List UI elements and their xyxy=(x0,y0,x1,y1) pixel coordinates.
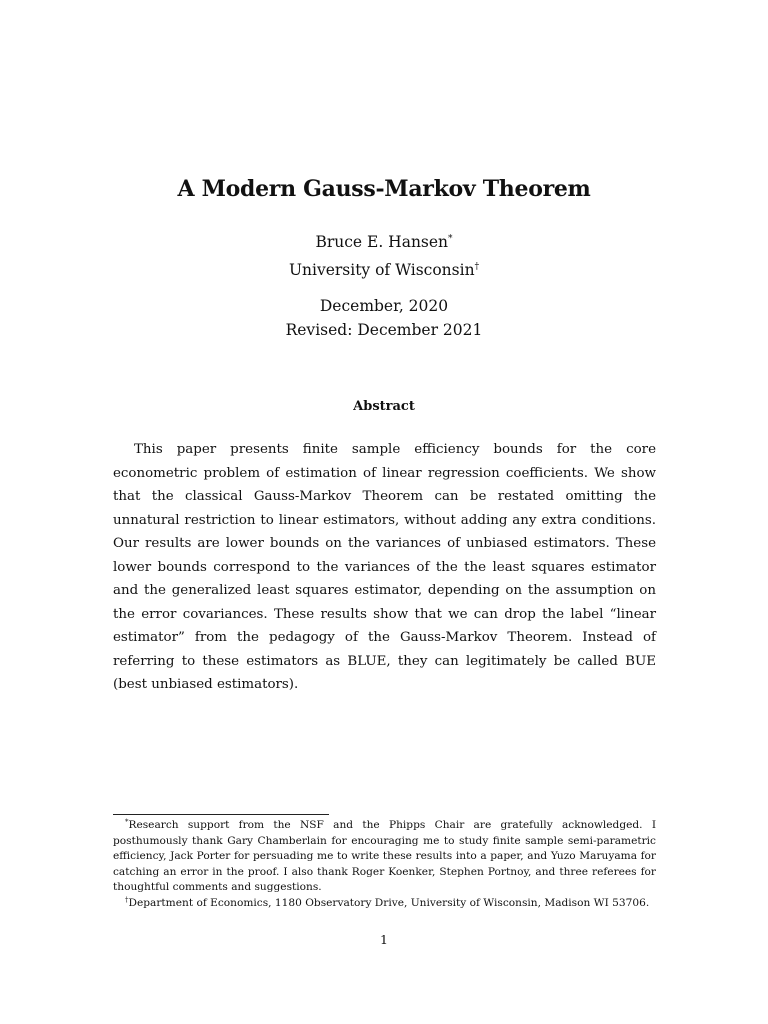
affiliation-name: University of Wisconsin xyxy=(288,261,475,279)
footnote-mark: † xyxy=(125,895,129,904)
footnote-text: Research support from the NSF and the Phipps Chair are gratefully acknowledged. I posthumously thank Gary Chamberlain for encouraging me to study finite sample semi-parametric efficiency, Jack Porter for persuading me to write these results into a paper, and Yuzo Maruyama for catching an error in the proof. I also thank Roger Koenker, Stephen Portnoy, and three referees for thoughtful comments and suggestions. xyxy=(113,819,656,893)
footnote-mark: * xyxy=(125,818,129,826)
affiliation-line xyxy=(0,261,768,279)
footnote-item xyxy=(113,896,656,912)
abstract-heading: Abstract xyxy=(353,399,415,414)
affiliation-footnote-mark: † xyxy=(474,262,480,272)
footnote-rule xyxy=(113,814,329,815)
author-line xyxy=(0,233,768,251)
footnote-item xyxy=(113,818,656,896)
paper-date: December, 2020 xyxy=(319,297,449,315)
footnotes xyxy=(113,818,656,911)
paper-title: A Modern Gauss-Markov Theorem xyxy=(177,176,591,202)
abstract-text: This paper presents finite sample efficiency bounds for the core econometric problem of estimation of linear regression coefficients. We show that the classical Gauss-Markov Theorem can be restated omitting the unnatural restriction to linear estimators, without adding any extra conditions. Our results are lower bounds on the variances of unbiased estimators. These lower bounds correspond to the variances of the the least squares estimator and the generalized least squares estimator, depending on the assumption on the error covariances. These results show that we can drop the label “linear estimator” from the pedagogy of the Gauss-Markov Theorem. Instead of referring to these estimators as BLUE, they can legitimately be called BUE (best unbiased estimators). xyxy=(113,442,656,692)
revised-date: Revised: December 2021 xyxy=(285,321,483,339)
footnote-text: Department of Economics, 1180 Observatory Drive, University of Wisconsin, Madison WI 53706. xyxy=(128,896,650,909)
page-number: 1 xyxy=(380,932,388,947)
author-footnote-mark: * xyxy=(448,234,453,244)
author-name: Bruce E. Hansen xyxy=(315,233,449,251)
